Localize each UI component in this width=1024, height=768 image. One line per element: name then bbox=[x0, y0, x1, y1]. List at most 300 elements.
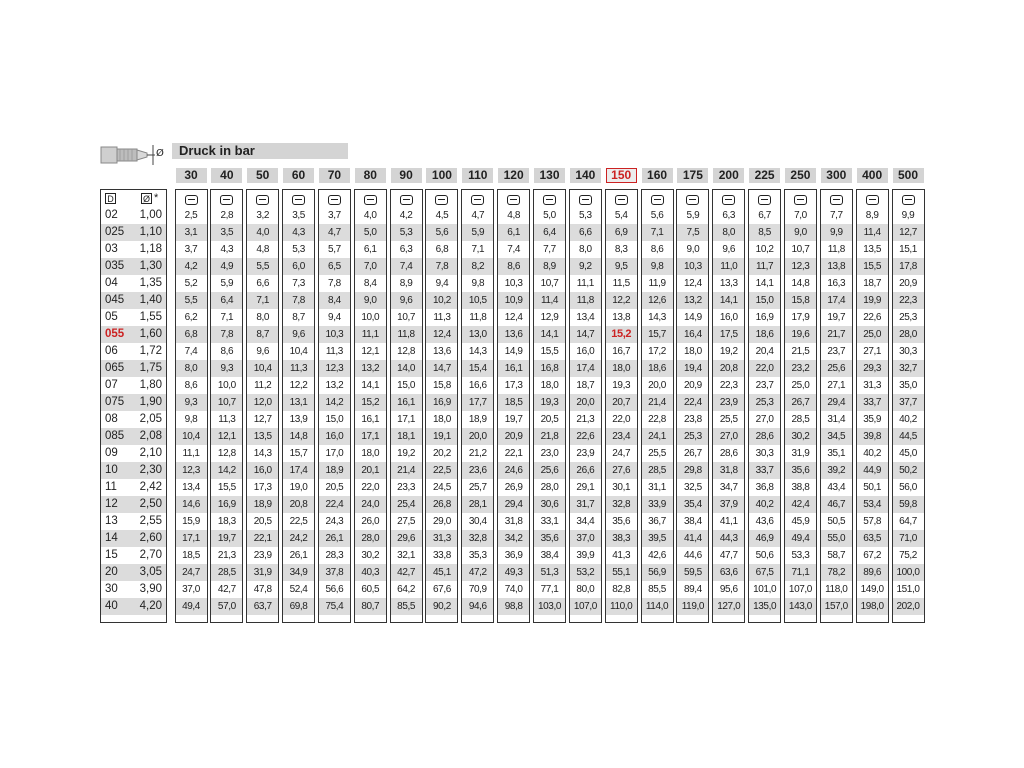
flow-value-cell: 32,8 bbox=[612, 499, 631, 510]
flow-value-cell: 11,3 bbox=[218, 414, 236, 425]
flow-value-cell: 23,9 bbox=[253, 550, 272, 561]
flow-value-cell: 34,7 bbox=[719, 482, 738, 493]
pressure-column bbox=[605, 189, 638, 623]
flow-value-cell: 7,0 bbox=[363, 261, 377, 272]
flow-value-cell: 13,3 bbox=[719, 278, 738, 289]
flow-value-cell: 17,7 bbox=[468, 397, 487, 408]
diameter-value: 1,18 bbox=[139, 243, 162, 255]
flow-value-cell: 16,0 bbox=[576, 346, 595, 357]
flow-value-cell: 21,4 bbox=[648, 397, 666, 408]
flow-value-cell: 9,0 bbox=[686, 244, 700, 255]
flow-value-cell: 13,6 bbox=[504, 329, 523, 340]
flow-value-cell: 4,7 bbox=[471, 210, 485, 221]
flow-value-cell: 9,3 bbox=[220, 363, 234, 374]
flow-value-cell: 7,1 bbox=[650, 227, 664, 238]
flow-value-cell: 22,0 bbox=[361, 482, 380, 493]
flow-value-cell: 59,8 bbox=[899, 499, 917, 510]
pressure-column bbox=[569, 189, 602, 623]
flow-value-cell: 24,1 bbox=[648, 431, 666, 442]
flow-value-cell: 16,9 bbox=[217, 499, 236, 510]
flow-value-cell: 13,2 bbox=[683, 295, 702, 306]
flow-value-cell: 6,3 bbox=[722, 210, 736, 221]
diameter-value: 1,75 bbox=[139, 362, 162, 374]
flow-value-cell: 32,8 bbox=[468, 533, 487, 544]
flow-value-cell: 20,0 bbox=[576, 397, 595, 408]
flow-value-cell: 59,5 bbox=[683, 567, 702, 578]
flow-value-cell: 23,6 bbox=[468, 465, 487, 476]
flow-value-cell: 7,7 bbox=[543, 244, 556, 255]
flow-value-cell: 6,2 bbox=[184, 312, 198, 323]
flow-value-cell: 12,7 bbox=[253, 414, 272, 425]
flow-value-cell: 4,2 bbox=[184, 261, 198, 272]
flow-value-cell: 33,7 bbox=[755, 465, 774, 476]
flow-value-cell: 22,0 bbox=[612, 414, 631, 425]
pressure-header: 60 bbox=[283, 168, 314, 183]
flow-icon-wrap bbox=[247, 192, 278, 206]
flow-value-cell: 11,5 bbox=[612, 278, 630, 289]
pressure-header: 40 bbox=[211, 168, 242, 183]
flow-value-cell: 67,5 bbox=[755, 567, 774, 578]
flow-value-cell: 49,3 bbox=[504, 567, 523, 578]
flow-value-cell: 11,3 bbox=[289, 363, 308, 374]
flow-value-cell: 6,9 bbox=[614, 227, 628, 238]
flow-value-cell: 40,3 bbox=[361, 567, 380, 578]
flow-value-cell: 9,6 bbox=[256, 346, 270, 357]
flow-value-cell: 8,9 bbox=[399, 278, 413, 289]
flow-value-cell: 8,4 bbox=[363, 278, 377, 289]
flow-value-cell: 7,1 bbox=[220, 312, 234, 323]
flow-value-cell: 40,2 bbox=[755, 499, 774, 510]
flow-value-cell: 7,4 bbox=[399, 261, 413, 272]
flow-value-cell: 27,6 bbox=[612, 465, 631, 476]
flow-value-cell: 3,7 bbox=[184, 244, 198, 255]
flow-value-cell: 5,3 bbox=[578, 210, 592, 221]
flow-value-cell: 41,3 bbox=[612, 550, 631, 561]
flow-value-cell: 21,3 bbox=[217, 550, 236, 561]
flow-value-cell: 28,6 bbox=[719, 448, 738, 459]
flow-value-cell: 8,6 bbox=[184, 380, 198, 391]
flow-value-cell: 34,9 bbox=[289, 567, 308, 578]
flow-value-cell: 14,1 bbox=[719, 295, 738, 306]
flow-value-cell: 31,7 bbox=[576, 499, 595, 510]
flow-value-cell: 21,7 bbox=[827, 329, 846, 340]
flow-value-cell: 25,0 bbox=[791, 380, 810, 391]
flow-icon-wrap bbox=[211, 192, 242, 206]
pressure-column bbox=[318, 189, 351, 623]
pressure-header: 150 bbox=[606, 168, 637, 183]
flow-value-cell: 15,1 bbox=[899, 244, 917, 255]
flow-value-cell: 13,8 bbox=[612, 312, 631, 323]
flow-value-cell: 11,1 bbox=[576, 278, 594, 289]
flow-value-cell: 20,9 bbox=[504, 431, 523, 442]
flow-value-cell: 21,5 bbox=[791, 346, 810, 357]
flow-icon-wrap bbox=[319, 192, 350, 206]
flow-value-cell: 37,7 bbox=[899, 397, 917, 408]
flow-value-cell: 9,2 bbox=[578, 261, 592, 272]
flow-value-cell: 27,0 bbox=[719, 431, 738, 442]
flow-value-cell: 6,4 bbox=[220, 295, 234, 306]
flow-value-cell: 6,4 bbox=[543, 227, 556, 238]
size-code: 07 bbox=[105, 379, 118, 391]
flow-value-cell: 6,8 bbox=[184, 329, 198, 340]
flow-value-cell: 25,3 bbox=[683, 431, 702, 442]
flow-value-cell: 4,3 bbox=[220, 244, 234, 255]
flow-value-cell: 74,0 bbox=[504, 584, 523, 595]
flow-value-cell: 18,7 bbox=[576, 380, 595, 391]
flow-value-cell: 6,6 bbox=[578, 227, 592, 238]
flow-rate-icon bbox=[615, 195, 628, 205]
flow-value-cell: 3,1 bbox=[184, 227, 198, 238]
flow-value-cell: 34,5 bbox=[827, 431, 846, 442]
flow-value-cell: 6,0 bbox=[292, 261, 305, 272]
size-code: 085 bbox=[105, 430, 125, 442]
flow-value-cell: 30,2 bbox=[791, 431, 810, 442]
flow-value-cell: 16,0 bbox=[719, 312, 738, 323]
flow-value-cell: 42,7 bbox=[397, 567, 416, 578]
size-code: 13 bbox=[105, 515, 118, 527]
diameter-value: 1,00 bbox=[139, 209, 162, 221]
flow-value-cell: 17,3 bbox=[504, 380, 523, 391]
flow-value-cell: 14,2 bbox=[217, 465, 236, 476]
flow-value-cell: 31,8 bbox=[504, 516, 523, 527]
flow-value-cell: 10,7 bbox=[217, 397, 236, 408]
flow-value-cell: 44,3 bbox=[719, 533, 738, 544]
flow-value-cell: 28,5 bbox=[648, 465, 666, 476]
flow-value-cell: 25,6 bbox=[540, 465, 559, 476]
flow-value-cell: 9,9 bbox=[829, 227, 843, 238]
flow-value-cell: 71,1 bbox=[791, 567, 810, 578]
size-code: 04 bbox=[105, 277, 118, 289]
flow-value-cell: 50,1 bbox=[863, 482, 882, 493]
flow-value-cell: 26,8 bbox=[433, 499, 451, 510]
flow-rate-icon bbox=[543, 195, 556, 205]
flow-value-cell: 20,8 bbox=[719, 363, 738, 374]
flow-value-cell: 69,8 bbox=[289, 601, 308, 612]
flow-value-cell: 10,0 bbox=[217, 380, 236, 391]
flow-value-cell: 101,0 bbox=[753, 584, 777, 595]
flow-icon-wrap bbox=[570, 192, 601, 206]
pressure-column bbox=[820, 189, 853, 623]
flow-rate-icon bbox=[651, 195, 664, 205]
flow-icon-wrap bbox=[391, 192, 422, 206]
flow-value-cell: 27,1 bbox=[827, 380, 846, 391]
flow-value-cell: 16,7 bbox=[612, 346, 631, 357]
flow-value-cell: 94,6 bbox=[468, 601, 487, 612]
flow-value-cell: 20,4 bbox=[755, 346, 774, 357]
flow-value-cell: 12,4 bbox=[683, 278, 702, 289]
diameter-value: 2,08 bbox=[139, 430, 162, 442]
flow-value-cell: 28,0 bbox=[540, 482, 559, 493]
flow-value-cell: 21,4 bbox=[397, 465, 416, 476]
flow-value-cell: 30,1 bbox=[612, 482, 631, 493]
flow-value-cell: 29,0 bbox=[433, 516, 451, 527]
flow-value-cell: 38,4 bbox=[540, 550, 559, 561]
flow-value-cell: 17,2 bbox=[648, 346, 666, 357]
flow-value-cell: 12,8 bbox=[397, 346, 416, 357]
flow-value-cell: 14,1 bbox=[755, 278, 774, 289]
flow-value-cell: 19,7 bbox=[504, 414, 523, 425]
flow-icon-wrap bbox=[893, 192, 924, 206]
flow-value-cell: 34,2 bbox=[504, 533, 523, 544]
flow-value-cell: 15,5 bbox=[863, 261, 882, 272]
flow-value-cell: 28,5 bbox=[791, 414, 810, 425]
flow-value-cell: 11,3 bbox=[325, 346, 343, 357]
flow-value-cell: 39,2 bbox=[827, 465, 846, 476]
flow-value-cell: 9,8 bbox=[471, 278, 485, 289]
flow-value-cell: 28,3 bbox=[325, 550, 344, 561]
flow-value-cell: 17,4 bbox=[576, 363, 595, 374]
flow-value-cell: 15,5 bbox=[217, 482, 236, 493]
flow-value-cell: 9,0 bbox=[794, 227, 807, 238]
diameter-value: 1,80 bbox=[139, 379, 162, 391]
flow-value-cell: 103,0 bbox=[537, 601, 562, 612]
flow-icon-wrap bbox=[176, 192, 207, 206]
flow-value-cell: 22,4 bbox=[325, 499, 344, 510]
flow-value-cell: 27,1 bbox=[863, 346, 882, 357]
flow-value-cell: 31,3 bbox=[433, 533, 451, 544]
flow-value-cell: 24,2 bbox=[289, 533, 308, 544]
flow-rate-icon bbox=[220, 195, 233, 205]
flow-value-cell: 26,7 bbox=[791, 397, 810, 408]
flow-value-cell: 22,6 bbox=[576, 431, 595, 442]
flow-value-cell: 5,9 bbox=[220, 278, 234, 289]
diameter-value: 2,05 bbox=[139, 413, 162, 425]
flow-value-cell: 67,6 bbox=[433, 584, 451, 595]
flow-value-cell: 35,4 bbox=[683, 499, 702, 510]
diameter-value: 1,90 bbox=[139, 396, 162, 408]
flow-value-cell: 23,2 bbox=[791, 363, 810, 374]
diameter-value: 2,42 bbox=[139, 481, 162, 493]
flow-value-cell: 9,6 bbox=[722, 244, 736, 255]
flow-value-cell: 34,4 bbox=[576, 516, 595, 527]
size-code: 15 bbox=[105, 549, 118, 561]
pressure-column bbox=[784, 189, 817, 623]
diameter-value: 2,50 bbox=[139, 498, 162, 510]
pressure-header: 90 bbox=[391, 168, 422, 183]
flow-value-cell: 38,8 bbox=[791, 482, 810, 493]
flow-value-cell: 38,4 bbox=[683, 516, 702, 527]
flow-value-cell: 4,5 bbox=[435, 210, 449, 221]
flow-value-cell: 30,3 bbox=[899, 346, 917, 357]
flow-icon-wrap bbox=[749, 192, 780, 206]
flow-rate-icon bbox=[830, 195, 843, 205]
flow-value-cell: 16,1 bbox=[361, 414, 380, 425]
size-symbol: D bbox=[105, 193, 116, 204]
flow-icon-wrap bbox=[534, 192, 565, 206]
flow-value-cell: 107,0 bbox=[573, 601, 597, 612]
flow-value-cell: 19,7 bbox=[827, 312, 846, 323]
flow-value-cell: 29,4 bbox=[504, 499, 523, 510]
flow-value-cell: 18,6 bbox=[755, 329, 774, 340]
size-diameter-column bbox=[100, 189, 167, 623]
flow-value-cell: 49,4 bbox=[791, 533, 810, 544]
flow-value-cell: 7,5 bbox=[686, 227, 700, 238]
flow-rate-icon bbox=[435, 195, 448, 205]
flow-rate-icon bbox=[722, 195, 735, 205]
flow-value-cell: 64,2 bbox=[397, 584, 416, 595]
flow-value-cell: 25,3 bbox=[899, 312, 917, 323]
flow-value-cell: 60,5 bbox=[361, 584, 380, 595]
flow-value-cell: 78,2 bbox=[827, 567, 846, 578]
flow-value-cell: 20,8 bbox=[289, 499, 308, 510]
flow-value-cell: 157,0 bbox=[824, 601, 848, 612]
flow-value-cell: 17,4 bbox=[289, 465, 308, 476]
flow-value-cell: 12,3 bbox=[182, 465, 200, 476]
pressure-header: 250 bbox=[785, 168, 816, 183]
flow-value-cell: 75,2 bbox=[899, 550, 917, 561]
flow-value-cell: 5,4 bbox=[614, 210, 628, 221]
diameter-value: 4,20 bbox=[139, 600, 162, 612]
flow-value-cell: 31,9 bbox=[253, 567, 272, 578]
flow-value-cell: 10,4 bbox=[253, 363, 272, 374]
flow-value-cell: 25,4 bbox=[397, 499, 416, 510]
flow-value-cell: 8,9 bbox=[543, 261, 556, 272]
flow-value-cell: 18,1 bbox=[397, 431, 416, 442]
flow-value-cell: 26,9 bbox=[504, 482, 523, 493]
flow-icon-wrap bbox=[677, 192, 708, 206]
flow-value-cell: 2,8 bbox=[220, 210, 234, 221]
flow-value-cell: 19,4 bbox=[683, 363, 702, 374]
flow-value-cell: 19,3 bbox=[612, 380, 631, 391]
flow-value-cell: 37,9 bbox=[719, 499, 738, 510]
flow-value-cell: 13,5 bbox=[863, 244, 882, 255]
flow-icon-wrap bbox=[606, 192, 637, 206]
flow-value-cell: 47,8 bbox=[253, 584, 272, 595]
size-code: 05 bbox=[105, 311, 118, 323]
flow-rate-icon bbox=[256, 195, 269, 205]
flow-value-cell: 16,1 bbox=[504, 363, 523, 374]
flow-value-cell: 143,0 bbox=[788, 601, 812, 612]
flow-value-cell: 26,1 bbox=[289, 550, 308, 561]
flow-value-cell: 18,5 bbox=[504, 397, 523, 408]
flow-value-cell: 23,3 bbox=[397, 482, 416, 493]
flow-value-cell: 12,6 bbox=[648, 295, 666, 306]
flow-value-cell: 15,8 bbox=[791, 295, 810, 306]
flow-value-cell: 10,3 bbox=[504, 278, 523, 289]
flow-value-cell: 28,0 bbox=[899, 329, 917, 340]
flow-value-cell: 28,0 bbox=[361, 533, 380, 544]
flow-rate-icon bbox=[866, 195, 879, 205]
pressure-header: 30 bbox=[176, 168, 207, 183]
flow-value-cell: 36,7 bbox=[648, 516, 666, 527]
flow-value-cell: 22,5 bbox=[289, 516, 308, 527]
flow-value-cell: 14,1 bbox=[540, 329, 559, 340]
flow-value-cell: 56,6 bbox=[325, 584, 344, 595]
pressure-column bbox=[175, 189, 208, 623]
flow-icon-wrap bbox=[821, 192, 852, 206]
flow-value-cell: 5,9 bbox=[686, 210, 700, 221]
flow-value-cell: 57,8 bbox=[863, 516, 882, 527]
diameter-value: 2,70 bbox=[139, 549, 162, 561]
size-code: 09 bbox=[105, 447, 118, 459]
flow-value-cell: 18,0 bbox=[612, 363, 631, 374]
flow-value-cell: 41,1 bbox=[719, 516, 738, 527]
diameter-value: 1,40 bbox=[139, 294, 162, 306]
flow-value-cell: 63,7 bbox=[253, 601, 272, 612]
flow-value-cell: 11,7 bbox=[756, 261, 774, 272]
pressure-column bbox=[461, 189, 494, 623]
flow-value-cell: 22,6 bbox=[863, 312, 882, 323]
diameter-value: 1,35 bbox=[139, 277, 162, 289]
flow-value-cell: 15,2 bbox=[361, 397, 380, 408]
flow-value-cell: 42,4 bbox=[791, 499, 810, 510]
flow-value-cell: 25,7 bbox=[468, 482, 487, 493]
flow-value-cell: 19,9 bbox=[863, 295, 882, 306]
flow-value-cell: 7,8 bbox=[328, 278, 341, 289]
flow-value-cell: 39,8 bbox=[863, 431, 882, 442]
flow-value-cell: 42,7 bbox=[217, 584, 236, 595]
flow-value-cell: 15,0 bbox=[397, 380, 416, 391]
pressure-header: 160 bbox=[642, 168, 673, 183]
flow-value-cell: 9,8 bbox=[184, 414, 198, 425]
flow-value-cell: 50,2 bbox=[899, 465, 917, 476]
pressure-column bbox=[748, 189, 781, 623]
flow-value-cell: 20,7 bbox=[612, 397, 631, 408]
flow-value-cell: 24,7 bbox=[182, 567, 200, 578]
flow-value-cell: 5,3 bbox=[399, 227, 413, 238]
flow-value-cell: 24,7 bbox=[612, 448, 631, 459]
flow-value-cell: 20,0 bbox=[648, 380, 666, 391]
flow-value-cell: 3,2 bbox=[256, 210, 270, 221]
flow-value-cell: 24,5 bbox=[433, 482, 451, 493]
flow-value-cell: 3,5 bbox=[220, 227, 234, 238]
flow-rate-icon bbox=[471, 195, 484, 205]
flow-value-cell: 56,9 bbox=[648, 567, 666, 578]
flow-value-cell: 8,0 bbox=[578, 244, 592, 255]
flow-value-cell: 13,2 bbox=[361, 363, 380, 374]
flow-value-cell: 35,9 bbox=[863, 414, 882, 425]
flow-value-cell: 12,4 bbox=[504, 312, 523, 323]
flow-value-cell: 13,1 bbox=[289, 397, 308, 408]
flow-value-cell: 51,3 bbox=[540, 567, 559, 578]
flow-value-cell: 47,7 bbox=[719, 550, 738, 561]
pressure-column bbox=[425, 189, 458, 623]
flow-value-cell: 17,1 bbox=[182, 533, 200, 544]
flow-icon-wrap bbox=[785, 192, 816, 206]
flow-value-cell: 44,5 bbox=[899, 431, 917, 442]
flow-value-cell: 8,9 bbox=[865, 210, 879, 221]
flow-value-cell: 20,5 bbox=[540, 414, 559, 425]
flow-value-cell: 12,3 bbox=[791, 261, 810, 272]
diameter-value: 2,10 bbox=[139, 447, 162, 459]
pressure-header: 100 bbox=[426, 168, 457, 183]
flow-rate-icon bbox=[364, 195, 377, 205]
flow-value-cell: 18,0 bbox=[433, 414, 451, 425]
flow-value-cell: 11,8 bbox=[469, 312, 487, 323]
flow-value-cell: 89,6 bbox=[863, 567, 882, 578]
flow-value-cell: 35,0 bbox=[899, 380, 917, 391]
pressure-column bbox=[282, 189, 315, 623]
flow-value-cell: 5,9 bbox=[471, 227, 485, 238]
flow-value-cell: 8,7 bbox=[256, 329, 270, 340]
flow-value-cell: 14,1 bbox=[361, 380, 380, 391]
flow-value-cell: 26,0 bbox=[361, 516, 380, 527]
flow-value-cell: 20,1 bbox=[361, 465, 380, 476]
size-code: 20 bbox=[105, 566, 118, 578]
flow-value-cell: 6,5 bbox=[328, 261, 341, 272]
flow-value-cell: 3,5 bbox=[292, 210, 305, 221]
flow-value-cell: 26,1 bbox=[325, 533, 344, 544]
flow-value-cell: 25,0 bbox=[863, 329, 882, 340]
flow-value-cell: 31,4 bbox=[827, 414, 846, 425]
size-code: 08 bbox=[105, 413, 118, 425]
flow-value-cell: 31,3 bbox=[863, 380, 882, 391]
flow-value-cell: 98,8 bbox=[504, 601, 523, 612]
flow-value-cell: 70,9 bbox=[468, 584, 487, 595]
flow-rate-icon bbox=[794, 195, 807, 205]
flow-value-cell: 28,5 bbox=[217, 567, 236, 578]
nozzle-diameter-symbol: Ø bbox=[156, 148, 164, 159]
